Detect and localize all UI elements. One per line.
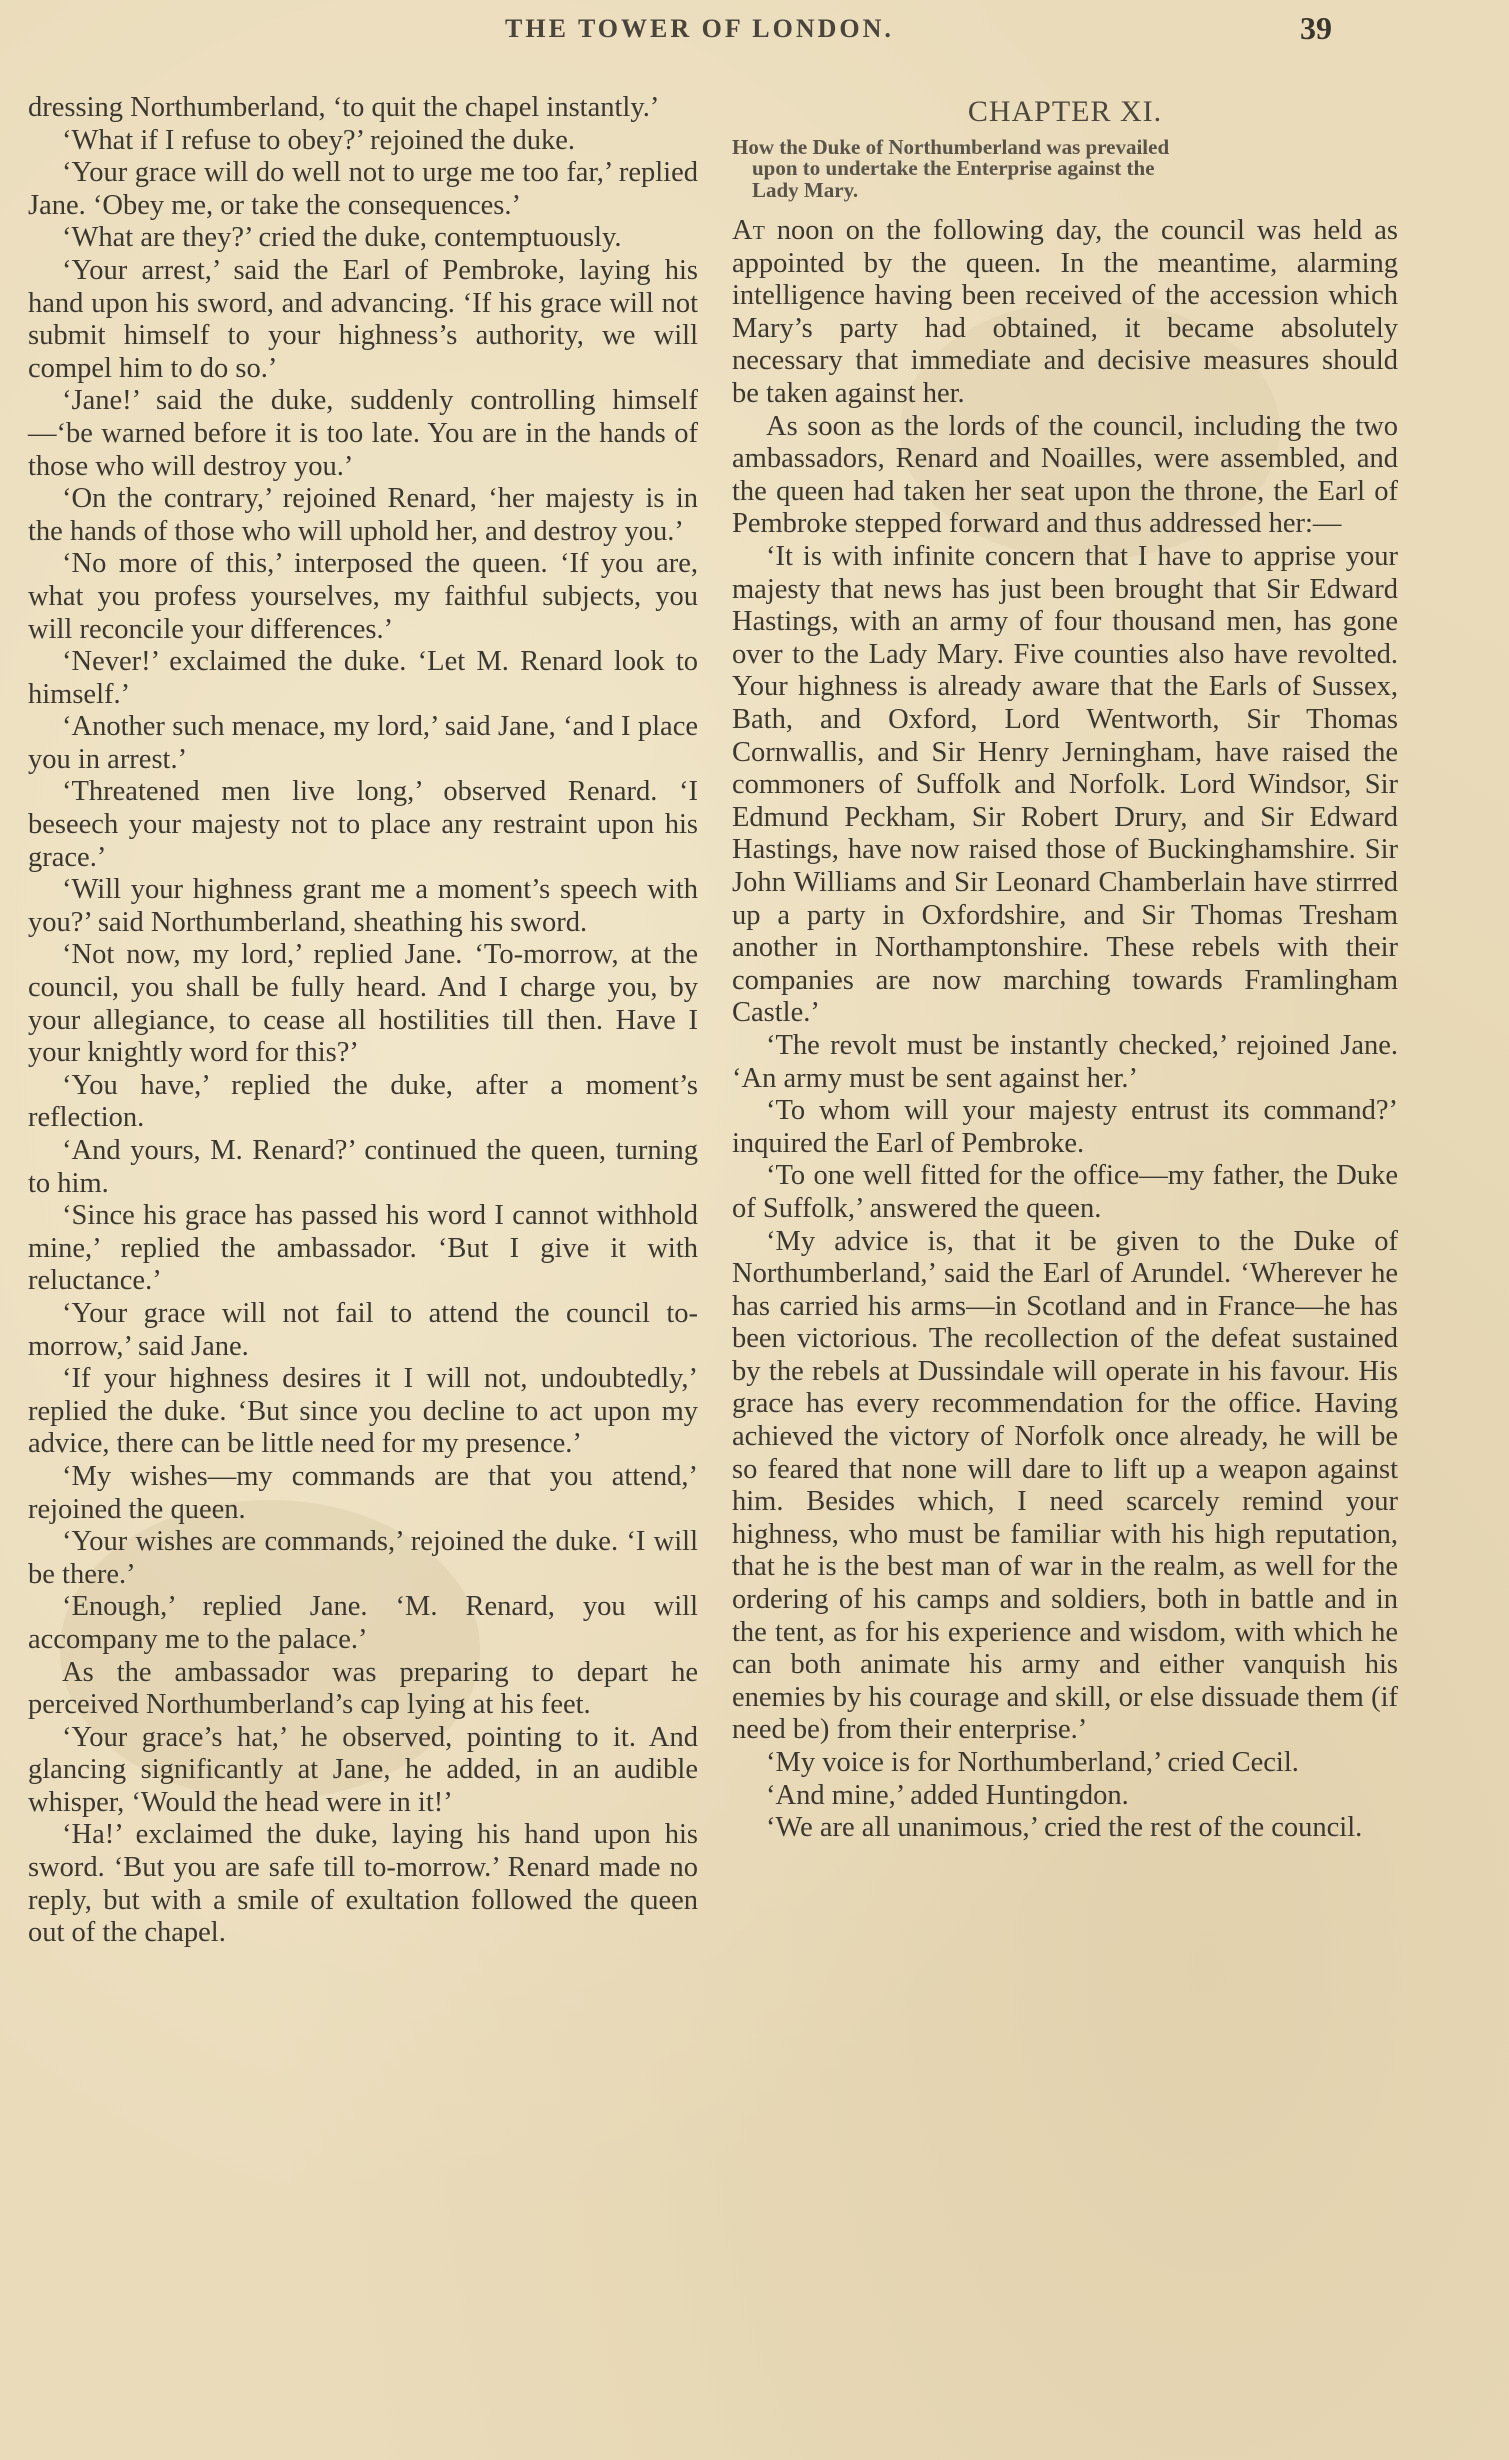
- paragraph: ‘If your highness desires it I will not, undoubtedly,’ replied the duke. ‘But since you decline to act upon my advice, there can be little need for my presence.’: [28, 1363, 698, 1460]
- paragraph: ‘To whom will your majesty entrust its command?’ inquired the Earl of Pembroke.: [732, 1095, 1398, 1159]
- paragraph: ‘Your grace will not fail to attend the council to-morrow,’ said Jane.: [28, 1297, 698, 1362]
- paragraph: ‘Never!’ exclaimed the duke. ‘Let M. Renard look to himself.’: [28, 646, 698, 710]
- paragraph-text: noon on the following day, the council was held as appointed by the queen. In the meantime, alarming intelligence having been received of the accession which Mary’s party had obtained, it became absolutely necessary that immediate and decisive measures should be taken against her.: [732, 215, 1398, 410]
- paragraph: ‘To one well fitted for the office—my father, the Duke of Suffolk,’ answered the queen.: [732, 1160, 1398, 1224]
- paragraph: ‘You have,’ replied the duke, after a moment’s reflection.: [28, 1069, 698, 1134]
- paragraph: ‘Your grace will do well not to urge me too far,’ replied Jane. ‘Obey me, or take the consequences.’: [28, 157, 698, 221]
- opening-word: At: [732, 215, 765, 247]
- paragraph: ‘Threatened men live long,’ observed Renard. ‘I beseech your majesty not to place any restraint upon his grace.’: [28, 776, 698, 873]
- paragraph: As the ambassador was preparing to depart he perceived Northumberland’s cap lying at his feet.: [28, 1656, 698, 1721]
- paragraph: ‘It is with infinite concern that I have to apprise your majesty that news has just been brought that Sir Edward Hastings, with an army of four thousand men, has gone over to the Lady Mary. Five counties also have revolted. Your highness is already aware that the Earls of Sussex, Bath, and Oxford, Lord Wentworth, Sir Thomas Cornwallis, and Sir Henry Jerningham, have raised the commoners of Suffolk and Norfolk. Lord Windsor, Sir Edmund Peckham, Sir Robert Drury, and Sir Edward Hastings, have now raised those of Buckinghamshire. Sir John Williams and Sir Leonard Chamberlain have stirrred up a party in Oxfordshire, and Sir Thomas Tresham another in Northamptonshire. These rebels with their companies are now marching towards Framlingham Castle.’: [732, 541, 1398, 1029]
- paragraph: ‘Your arrest,’ said the Earl of Pembroke, laying his hand upon his sword, and advancing. ‘If his grace will not submit himself to your highness’s authority, we will compel him to do so.’: [28, 254, 698, 384]
- paragraph: ‘My wishes—my commands are that you attend,’ rejoined the queen.: [28, 1460, 698, 1525]
- paragraph: ‘Enough,’ replied Jane. ‘M. Renard, you will accompany me to the palace.’: [28, 1591, 698, 1655]
- chapter-summary: [732, 134, 1398, 202]
- running-title: THE TOWER OF LONDON.: [505, 14, 894, 43]
- paragraph: ‘The revolt must be instantly checked,’ rejoined Jane. ‘An army must be sent against her.’: [732, 1029, 1398, 1094]
- paragraph: ‘What if I refuse to obey?’ rejoined the duke.: [62, 124, 576, 156]
- paragraph: ‘Another such menace, my lord,’ said Jane, ‘and I place you in arrest.’: [28, 711, 698, 775]
- paragraph: ‘My voice is for Northumberland,’ cried Cecil.: [766, 1747, 1299, 1778]
- paragraph: ‘No more of this,’ interposed the queen. ‘If you are, what you profess yourselves, my faithful subjects, you will reconcile your differences.’: [28, 548, 698, 645]
- running-head: [0, 10, 1509, 60]
- chapter-summary-line: Lady Mary.: [752, 177, 859, 202]
- page-number: 39: [1300, 10, 1332, 46]
- opening-paragraph: [732, 215, 1398, 411]
- paragraph: ‘Since his grace has passed his word I cannot withhold mine,’ replied the ambassador. ‘But I give it with reluctance.’: [28, 1200, 698, 1297]
- paragraph: ‘And yours, M. Renard?’ continued the queen, turning to him.: [28, 1135, 698, 1199]
- paragraph: As soon as the lords of the council, including the two ambassadors, Renard and Noailles, were assembled, and the queen had taken her seat upon the throne, the Earl of Pembroke stepped forward and thus addressed her:—: [732, 410, 1398, 540]
- paragraph: ‘Not now, my lord,’ replied Jane. ‘To-morrow, at the council, you shall be fully heard. And I charge you, by your allegiance, to cease all hostilities till then. Have I your knightly word for this?’: [28, 939, 698, 1069]
- chapter-summary-line: How the Duke of Northumberland was prevailed: [732, 134, 1170, 159]
- paragraph: ‘My advice is, that it be given to the Duke of Northumberland,’ said the Earl of Arundel. ‘Wherever he has carried his arms—in Scotland and in France—he has been victorious. The recollection of the defeat sustained by the rebels at Dussindale will operate in his favour. His grace has every recommendation for the office. Having achieved the victory of Norfolk once already, he will be so feared that none will dare to lift up a weapon against him. Besides which, I need scarcely remind your highness, who must be familiar with his high reputation, that he is the best man of war in the realm, as well for the ordering of his camps and soldiers, both in battle and in the tent, as for his experience and wisdom, with which he can both animate his army and either vanquish his enemies by his courage and skill, or else dissuade them (if need be) from their enterprise.’: [732, 1225, 1398, 1746]
- paragraph: ‘Your wishes are commands,’ rejoined the duke. ‘I will be there.’: [28, 1526, 698, 1590]
- paragraph: ‘We are all unanimous,’ cried the rest of the council.: [766, 1812, 1363, 1844]
- chapter-title: CHAPTER XI.: [967, 95, 1163, 128]
- right-column: [732, 96, 1398, 1845]
- chapter-summary-line: upon to undertake the Enterprise against the: [752, 156, 1155, 181]
- paragraph: ‘Your grace’s hat,’ he observed, pointing to it. And glancing significantly at Jane, he added, in an audible whisper, ‘Would the head were in it!’: [28, 1721, 698, 1818]
- paragraph: ‘Jane!’ said the duke, suddenly controlling himself—‘be warned before it is too late. You are in the hands of those who will destroy you.’: [28, 385, 698, 482]
- left-column: [28, 92, 698, 1950]
- paragraph: ‘And mine,’ added Huntingdon.: [766, 1779, 1129, 1811]
- paragraph: ‘Will your highness grant me a moment’s speech with you?’ said Northumberland, sheathing his sword.: [28, 874, 698, 938]
- paragraph: ‘What are they?’ cried the duke, contemptuously.: [62, 222, 622, 254]
- paragraph: ‘On the contrary,’ rejoined Renard, ‘her majesty is in the hands of those who will uphold her, and destroy you.’: [28, 483, 698, 547]
- paragraph: ‘Ha!’ exclaimed the duke, laying his hand upon his sword. ‘But you are safe till to-morrow.’ Renard made no reply, but with a smile of exultation followed the queen out of the chapel.: [28, 1819, 698, 1949]
- paragraph: dressing Northumberland, ‘to quit the chapel instantly.’: [28, 92, 660, 123]
